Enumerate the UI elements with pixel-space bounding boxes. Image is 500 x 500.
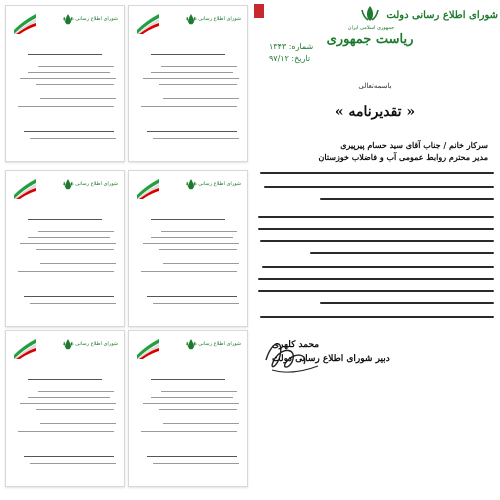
body-text-line bbox=[258, 228, 494, 230]
thumbnail-header: شورای اطلاع رسانی دولت bbox=[62, 341, 118, 347]
text-line bbox=[38, 391, 114, 392]
text-line bbox=[40, 98, 116, 99]
thumbnail-letter bbox=[5, 170, 125, 327]
body-text-line bbox=[258, 278, 494, 280]
text-line bbox=[18, 106, 114, 107]
text-line bbox=[28, 379, 102, 380]
iran-flag-icon bbox=[135, 177, 161, 199]
main-letter bbox=[250, 0, 500, 400]
body-text-line bbox=[320, 198, 494, 200]
thumbnail-letter bbox=[128, 170, 248, 327]
text-line bbox=[30, 138, 116, 139]
text-line bbox=[143, 78, 239, 79]
iran-flag-icon bbox=[12, 177, 38, 199]
text-line bbox=[24, 296, 114, 297]
body-text-line bbox=[260, 172, 494, 174]
body-text-line bbox=[260, 316, 494, 318]
signer-name: محمد کلهری bbox=[272, 340, 320, 350]
presidency-label: ریاست جمهوری bbox=[326, 32, 414, 47]
text-line bbox=[159, 84, 237, 85]
iran-flag-icon bbox=[12, 12, 38, 34]
body-text-line bbox=[258, 216, 494, 218]
text-line bbox=[161, 66, 237, 67]
text-line bbox=[163, 423, 239, 424]
text-line bbox=[30, 303, 116, 304]
text-line bbox=[151, 219, 225, 220]
text-line bbox=[147, 296, 237, 297]
thumbnail-header: شورای اطلاع رسانی دولت bbox=[185, 341, 241, 347]
body-text-line bbox=[320, 302, 494, 304]
signer-title: دبیر شورای اطلاع رسانی دولت bbox=[272, 354, 390, 364]
text-line bbox=[147, 456, 237, 457]
text-line bbox=[24, 456, 114, 457]
text-line bbox=[151, 237, 233, 238]
text-line bbox=[153, 463, 239, 464]
text-line bbox=[141, 106, 237, 107]
text-line bbox=[163, 98, 239, 99]
text-line bbox=[147, 131, 237, 132]
iran-flag-icon bbox=[12, 337, 38, 359]
text-line bbox=[30, 463, 116, 464]
text-line bbox=[20, 78, 116, 79]
iran-flag-icon bbox=[135, 12, 161, 34]
emblem-caption: جمهوری اسلامی ایران bbox=[347, 25, 395, 31]
thumbnail-header: شورای اطلاع رسانی دولت bbox=[185, 16, 241, 22]
text-line bbox=[151, 72, 233, 73]
text-line bbox=[20, 243, 116, 244]
letter-title: « تقدیرنامه » bbox=[334, 104, 416, 120]
text-line bbox=[151, 379, 225, 380]
text-line bbox=[141, 271, 237, 272]
text-line bbox=[28, 219, 102, 220]
text-line bbox=[36, 84, 114, 85]
text-line bbox=[40, 423, 116, 424]
thumbnail-letter bbox=[128, 330, 248, 487]
text-line bbox=[151, 397, 233, 398]
text-line bbox=[28, 72, 110, 73]
body-text-line bbox=[258, 290, 494, 292]
body-text-line bbox=[310, 252, 494, 254]
text-line bbox=[40, 263, 116, 264]
text-line bbox=[28, 54, 102, 55]
text-line bbox=[159, 249, 237, 250]
text-line bbox=[161, 231, 237, 232]
text-line bbox=[153, 303, 239, 304]
thumbnail-letter bbox=[128, 5, 248, 162]
basmala: باسمه‌تعالی bbox=[358, 82, 392, 90]
text-line bbox=[36, 409, 114, 410]
text-line bbox=[18, 271, 114, 272]
body-text-line bbox=[262, 266, 494, 268]
council-label: شورای اطلاع رسانی دولت bbox=[386, 10, 498, 21]
flag-corner-icon bbox=[254, 4, 264, 18]
recipient-line-2: مدیر محترم روابط عمومی آب و فاضلاب خوزستان bbox=[318, 152, 488, 162]
letter-date: تاریخ: ۹۷/۱۲ bbox=[269, 54, 311, 63]
iran-flag-icon bbox=[135, 337, 161, 359]
text-line bbox=[141, 431, 237, 432]
body-text-line bbox=[260, 240, 494, 242]
body-text-line bbox=[264, 186, 494, 188]
recipient-line-1: سرکار خانم / جناب آقای سید حسام پیرپیری bbox=[340, 140, 488, 150]
text-line bbox=[38, 231, 114, 232]
text-line bbox=[20, 403, 116, 404]
text-line bbox=[159, 409, 237, 410]
text-line bbox=[18, 431, 114, 432]
text-line bbox=[38, 66, 114, 67]
text-line bbox=[163, 263, 239, 264]
text-line bbox=[143, 403, 239, 404]
text-line bbox=[28, 397, 110, 398]
text-line bbox=[161, 391, 237, 392]
text-line bbox=[151, 54, 225, 55]
text-line bbox=[28, 237, 110, 238]
text-line bbox=[153, 138, 239, 139]
letter-number: شماره: ۱۳۴۳ bbox=[269, 42, 314, 51]
thumbnail-header: شورای اطلاع رسانی دولت bbox=[185, 181, 241, 187]
thumbnail-header: شورای اطلاع رسانی دولت bbox=[62, 181, 118, 187]
thumbnail-header: شورای اطلاع رسانی دولت bbox=[62, 16, 118, 22]
thumbnail-letter bbox=[5, 5, 125, 162]
text-line bbox=[24, 131, 114, 132]
text-line bbox=[143, 243, 239, 244]
thumbnail-letter bbox=[5, 330, 125, 487]
text-line bbox=[36, 249, 114, 250]
